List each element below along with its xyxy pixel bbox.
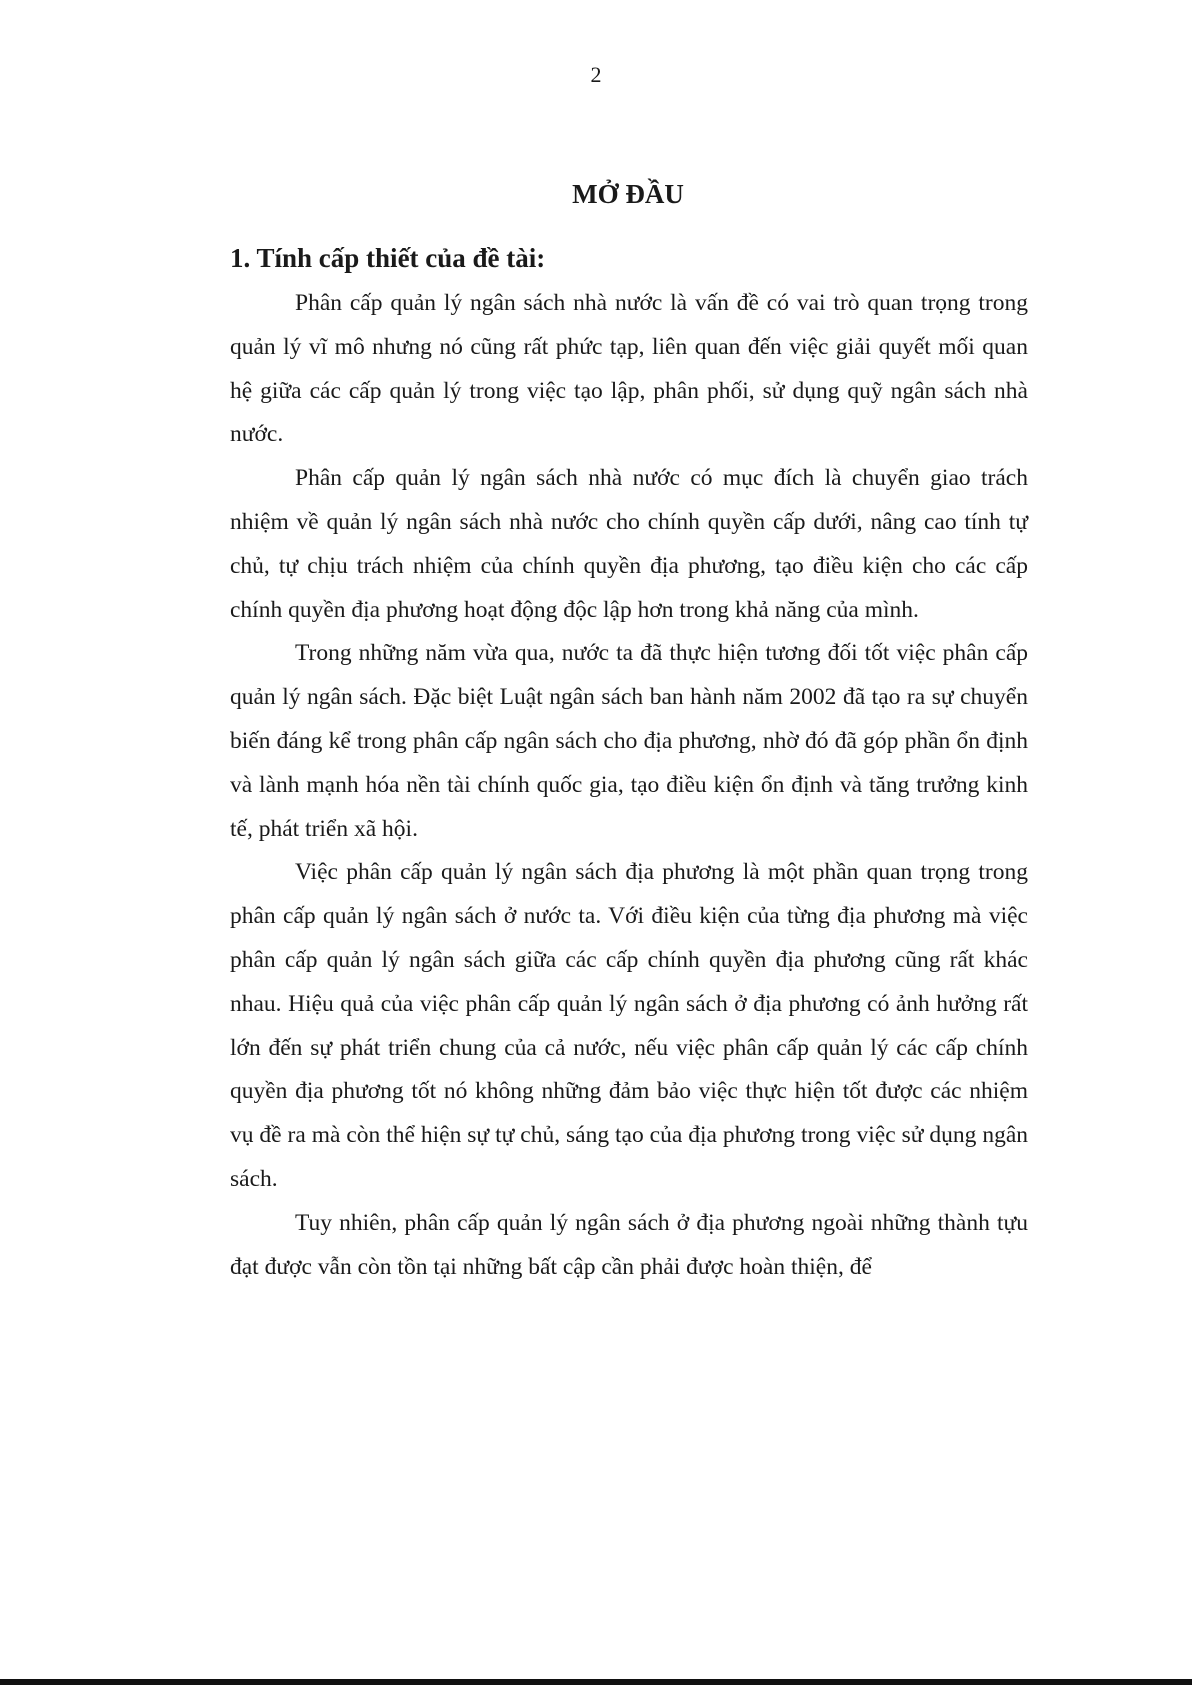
paragraph: Trong những năm vừa qua, nước ta đã thực hiện tương đối tốt việc phân cấp quản lý ngân sách. Đặc biệt Luật ngân sách ban hành năm 2002 đã tạo ra sự chuyển biến đáng kể trong phân cấp ngân sách cho địa phương, nhờ đó đã góp phần ổn định và lành mạnh hóa nền tài chính quốc gia, tạo điều kiện ổn định và tăng trưởng kinh tế, phát triển xã hội.: [230, 640, 1028, 842]
section-heading: 1. Tính cấp thiết của đề tài:: [230, 243, 546, 273]
bottom-edge-rule: [0, 1679, 1192, 1685]
body-text: [230, 282, 1028, 1289]
page-number: 2: [590, 62, 602, 87]
paragraph: Tuy nhiên, phân cấp quản lý ngân sách ở địa phương ngoài những thành tựu đạt được vẫn còn tồn tại những bất cập cần phải được hoàn thiện, để: [230, 1209, 1028, 1280]
paragraph: Phân cấp quản lý ngân sách nhà nước có mục đích là chuyển giao trách nhiệm về quản lý ngân sách nhà nước cho chính quyền cấp dưới, nâng cao tính tự chủ, tự chịu trách nhiệm của chính quyền địa phương, tạo điều kiện cho các cấp chính quyền địa phương hoạt động độc lập hơn trong khả năng của mình.: [230, 465, 1028, 623]
paragraph: Việc phân cấp quản lý ngân sách địa phương là một phần quan trọng trong phân cấp quản lý ngân sách ở nước ta. Với điều kiện của từng địa phương mà việc phân cấp quản lý ngân sách giữa các cấp chính quyền địa phương cũng rất khác nhau. Hiệu quả của việc phân cấp quản lý ngân sách ở địa phương có ảnh hưởng rất lớn đến sự phát triển chung của cả nước, nếu việc phân cấp quản lý các cấp chính quyền địa phương tốt nó không những đảm bảo việc thực hiện tốt được các nhiệm vụ đề ra mà còn thể hiện sự tự chủ, sáng tạo của địa phương trong việc sử dụng ngân sách.: [230, 859, 1028, 1192]
paragraph: Phân cấp quản lý ngân sách nhà nước là vấn đề có vai trò quan trọng trong quản lý vĩ mô nhưng nó cũng rất phức tạp, liên quan đến việc giải quyết mối quan hệ giữa các cấp quản lý trong việc tạo lập, phân phối, sử dụng quỹ ngân sách nhà nước.: [230, 290, 1028, 448]
document-title: MỞ ĐẦU: [572, 179, 684, 209]
